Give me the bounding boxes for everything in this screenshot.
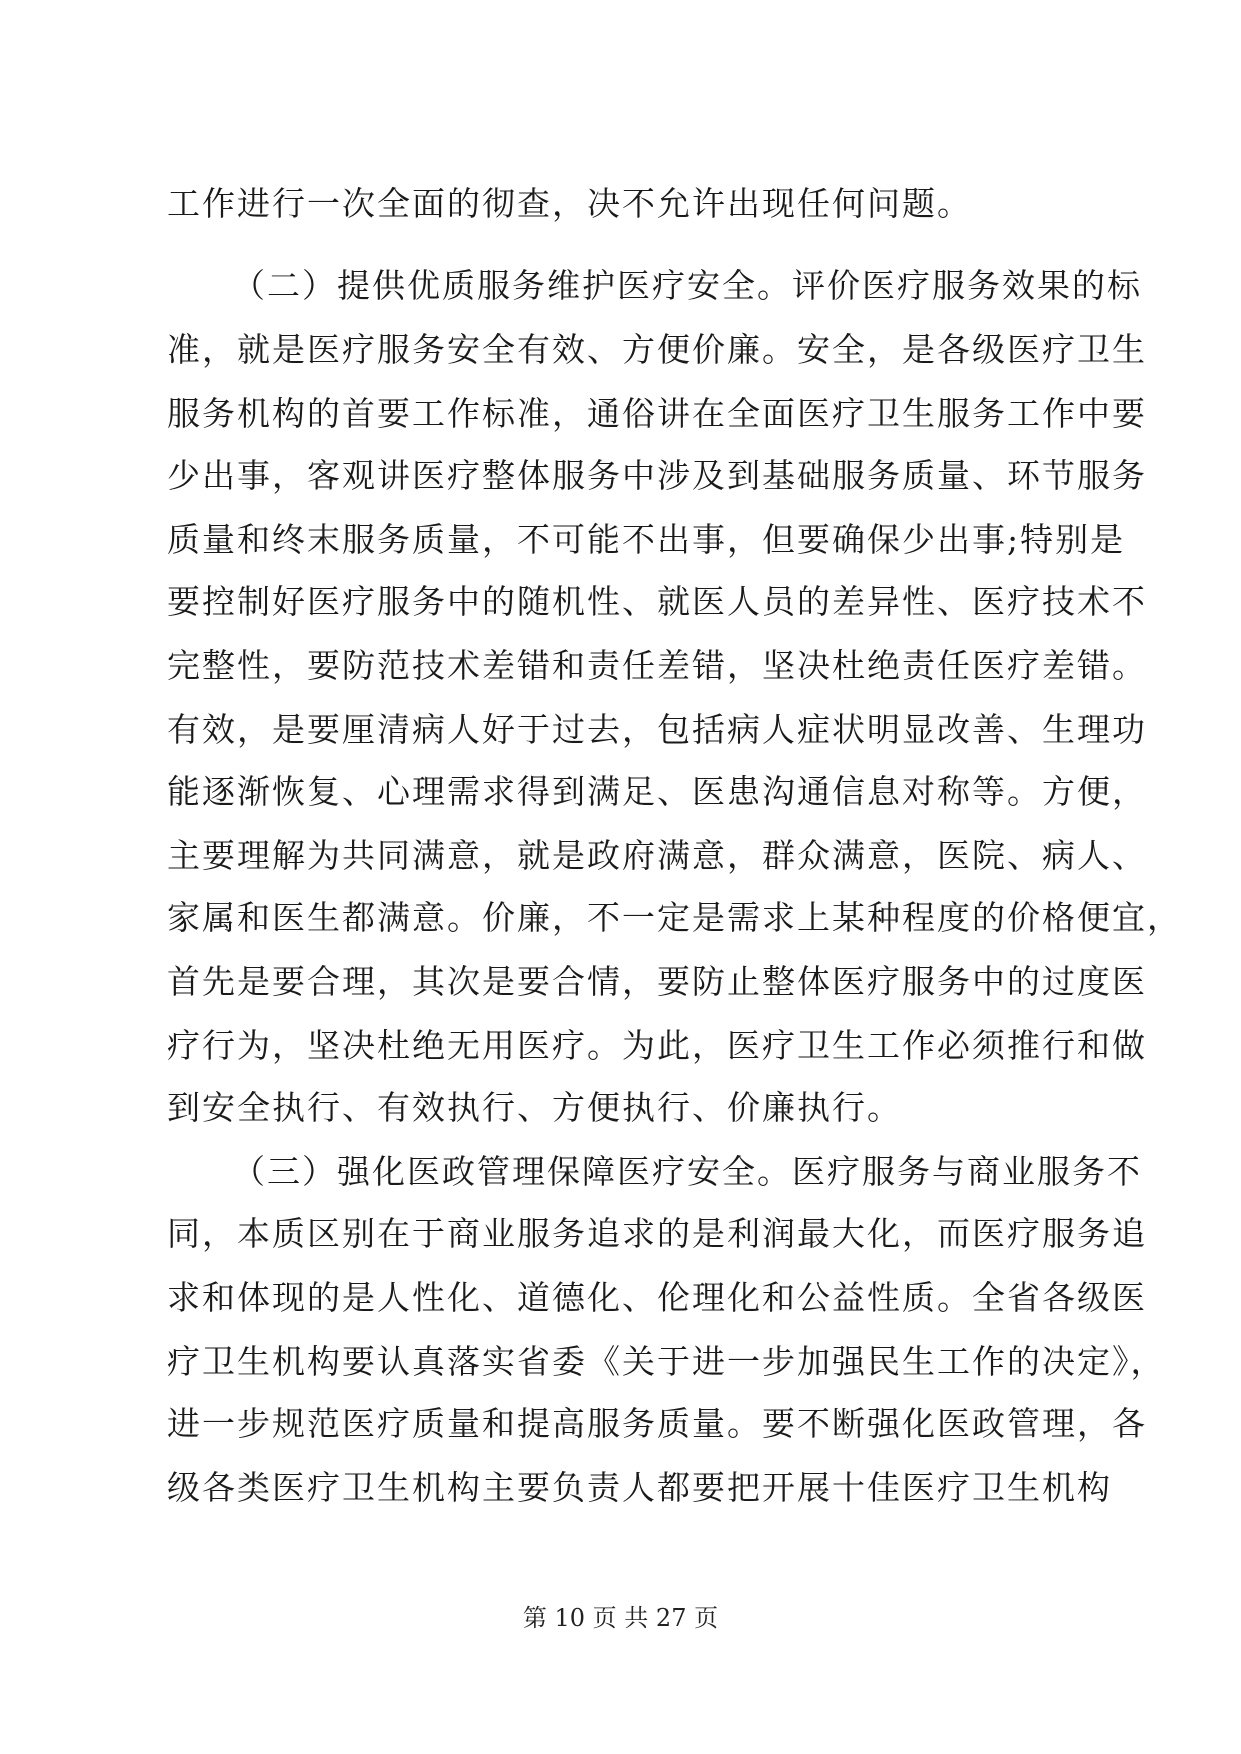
page-number-footer: 第 10 页 共 27 页 [522,1604,719,1632]
paragraph-line: 疗卫生机构要认真落实省委《关于进一步加强民生工作的决定》， [167,1342,1166,1381]
paragraph-line: 完整性，要防范技术差错和责任差错，坚决杜绝责任医疗差错。 [167,646,1147,685]
paragraph-line: 级各类医疗卫生机构主要负责人都要把开展十佳医疗卫生机构 [167,1468,1112,1507]
paragraph-line: 进一步规范医疗质量和提高服务质量。要不断强化医政管理，各 [167,1404,1147,1443]
paragraph-line: 首先是要合理，其次是要合情，要防止整体医疗服务中的过度医 [167,962,1147,1001]
paragraph-line: 同，本质区别在于商业服务追求的是利润最大化，而医疗服务追 [167,1214,1147,1253]
paragraph-line: （三）强化医政管理保障医疗安全。医疗服务与商业服务不 [232,1152,1142,1191]
paragraph-line: 服务机构的首要工作标准，通俗讲在全面医疗卫生服务工作中要 [167,394,1147,433]
paragraph-line: 要控制好医疗服务中的随机性、就医人员的差异性、医疗技术不 [167,582,1147,621]
paragraph-line: 少出事，客观讲医疗整体服务中涉及到基础服务质量、环节服务 [167,456,1147,495]
paragraph-line: 准，就是医疗服务安全有效、方便价廉。安全，是各级医疗卫生 [167,330,1147,369]
paragraph-line: 家属和医生都满意。价廉，不一定是需求上某种程度的价格便宜， [167,898,1182,937]
paragraph-line: 质量和终末服务质量，不可能不出事，但要确保少出事;特别是 [167,520,1126,559]
paragraph-line: 能逐渐恢复、心理需求得到满足、医患沟通信息对称等。方便， [167,772,1147,811]
paragraph-line: 有效，是要厘清病人好于过去，包括病人症状明显改善、生理功 [167,710,1147,749]
paragraph-line: 到安全执行、有效执行、方便执行、价廉执行。 [167,1088,902,1127]
paragraph-line: 求和体现的是人性化、道德化、伦理化和公益性质。全省各级医 [167,1278,1147,1317]
paragraph-line: 疗行为，坚决杜绝无用医疗。为此，医疗卫生工作必须推行和做 [167,1026,1147,1065]
paragraph-line: 主要理解为共同满意，就是政府满意，群众满意，医院、病人、 [167,836,1147,875]
paragraph-line: 工作进行一次全面的彻查，决不允许出现任何问题。 [167,184,972,223]
paragraph-line: （二）提供优质服务维护医疗安全。评价医疗服务效果的标 [232,266,1142,305]
